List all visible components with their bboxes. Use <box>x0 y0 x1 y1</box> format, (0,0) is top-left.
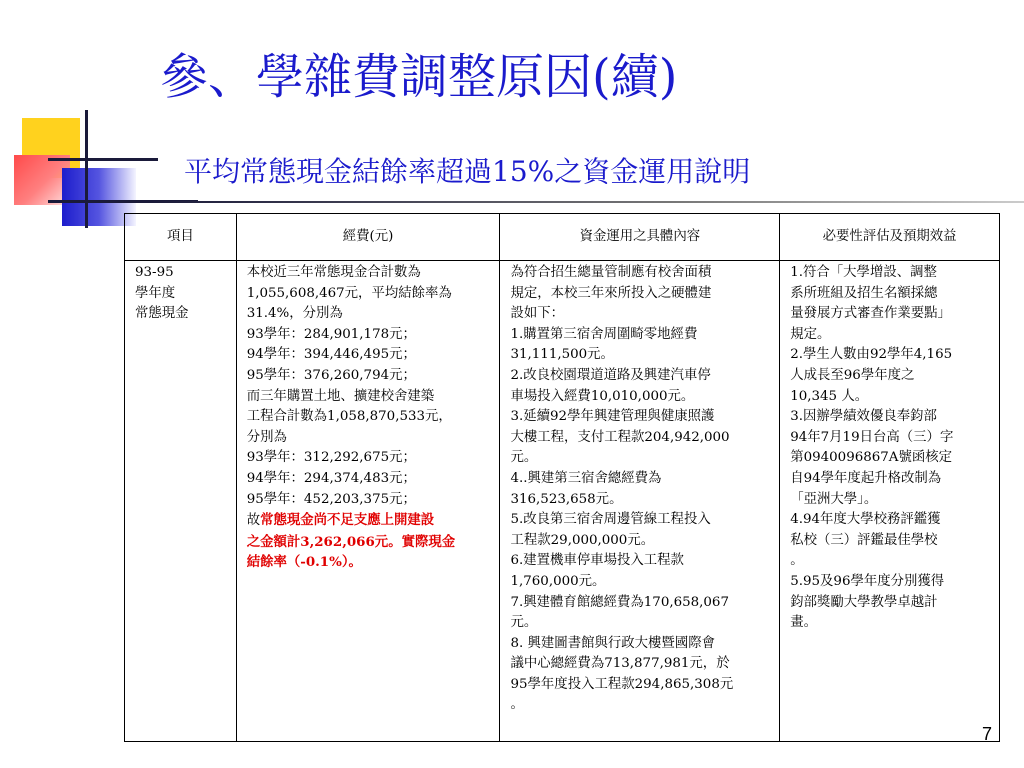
title-divider-line <box>150 201 1024 203</box>
slide-title: 參、學雜費調整原因(續) <box>160 49 678 105</box>
cell-item <box>125 261 237 742</box>
usage-text-line: 元。 <box>510 615 538 631</box>
benefits-text-line: 5.95及96學年度分別獲得 <box>790 573 945 589</box>
slide-subtitle: 平均常態現金結餘率超過15%之資金運用說明 <box>184 155 751 188</box>
conclusion-line-2: 之金額計3,262,066元。實際現金 <box>246 533 456 550</box>
funding-text-line: 工程合計數為1,058,870,533元， <box>246 409 452 425</box>
cell-funding <box>236 261 500 742</box>
header-item: 項目 <box>125 214 237 261</box>
benefits-text-line: 畫。 <box>790 615 817 631</box>
benefits-text-line: 「亞洲大學」。 <box>790 491 878 507</box>
usage-text-line: 3.延續92學年興建管理與健康照護 <box>510 409 715 425</box>
usage-text-line: 316,523,658元。 <box>510 491 623 507</box>
conclusion-line-3: 結餘率（-0.1%）。 <box>246 554 362 571</box>
benefits-text-line: 1.符合「大學增設、調整 <box>790 265 937 280</box>
benefits-text-line: 4.94年度大學校務評鑑獲 <box>790 512 941 528</box>
funding-text-line: 93學年：284,901,178元； <box>246 326 416 342</box>
benefits-text-line: 2.學生人數由92學年4,165 <box>790 347 953 363</box>
funding-text-line: 94學年：394,446,495元； <box>246 347 416 363</box>
conclusion-prefix: 故 <box>246 513 261 529</box>
table-header-row <box>125 214 1000 261</box>
usage-text-line: 7.興建體育館總經費為170,658,067 <box>510 594 729 610</box>
benefits-text-line: 私校（三）評鑑最佳學校 <box>790 532 938 548</box>
funding-text-line: 93學年：312,292,675元； <box>246 450 416 466</box>
usage-text-line: 。 <box>510 697 524 713</box>
funding-text-line: 而三年購置土地、擴建校舍建築 <box>246 388 435 404</box>
usage-text-line: 2.改良校園環道道路及興建汽車停 <box>510 367 711 383</box>
usage-text-line: 8. 興建圖書館與行政大樓暨國際會 <box>510 635 715 651</box>
usage-text-line: 31,111,500元。 <box>510 347 614 363</box>
funding-text-line: 本校近三年常態現金合計數為 <box>246 265 421 280</box>
usage-text-line: 議中心總經費為713,877,981元，於 <box>510 656 730 672</box>
benefits-text-line: 人成長至96學年度之 <box>790 367 915 383</box>
benefits-text-line: 94年7月19日台高（三）字 <box>790 429 954 445</box>
benefits-text-line: 規定。 <box>790 326 831 342</box>
funding-table <box>124 213 1000 742</box>
usage-text-line: 5.改良第三宿舍周邊管線工程投入 <box>510 512 711 528</box>
usage-text-line: 1.購置第三宿舍周圍畸零地經費 <box>510 326 698 342</box>
funding-text-line: 94學年：294,374,483元； <box>246 470 416 486</box>
cell-benefits <box>780 261 1000 742</box>
benefits-text-line: 系所班組及招生名額採總 <box>790 285 938 301</box>
usage-text-line: 大樓工程，支付工程款204,942,000 <box>510 429 730 445</box>
usage-text-line: 規定，本校三年來所投入之硬體建 <box>510 285 712 301</box>
benefits-text-line: 第0940096867A號函核定 <box>790 450 953 466</box>
item-text-line: 常態現金 <box>135 306 189 322</box>
usage-text-line: 設如下： <box>510 306 565 322</box>
benefits-text-line: 量發展方式審查作業要點」 <box>790 306 951 322</box>
table-row <box>125 261 1000 742</box>
conclusion-red-text: 常態現金尚不足支應上開建設 <box>260 512 435 529</box>
usage-text-line: 1,760,000元。 <box>510 573 606 589</box>
cell-usage <box>500 261 780 742</box>
logo-horizontal-line-top <box>48 158 158 161</box>
funding-text-line: 31.4%，分別為 <box>246 306 343 322</box>
header-benefits: 必要性評估及預期效益 <box>780 214 1000 261</box>
funding-text-line: 95學年：376,260,794元； <box>246 367 416 383</box>
benefits-text-line: 鈞部獎勵大學教學卓越計 <box>790 594 938 610</box>
item-text-line: 93-95 <box>135 265 174 280</box>
header-usage: 資金運用之具體內容 <box>500 214 780 261</box>
usage-text-line: 元。 <box>510 450 538 466</box>
usage-text-line: 4..興建第三宿舍總經費為 <box>510 470 662 486</box>
funding-text-line: 1,055,608,467元，平均結餘率為 <box>246 285 452 301</box>
item-text-line: 學年度 <box>135 285 176 301</box>
header-funding: 經費(元) <box>236 214 500 261</box>
benefits-text-line: 10,345 人。 <box>790 388 869 404</box>
benefits-text-line: 。 <box>790 553 804 569</box>
funding-text-line: 分別為 <box>246 429 287 445</box>
page-number: 7 <box>981 724 992 744</box>
logo-vertical-line <box>85 110 88 228</box>
usage-text-line: 為符合招生總量管制應有校舍面積 <box>510 265 712 280</box>
funding-conclusion-line <box>247 510 494 532</box>
benefits-text-line: 3.因辦學績效優良奉鈞部 <box>790 409 937 425</box>
usage-text-line: 工程款29,000,000元。 <box>510 532 655 548</box>
benefits-text-line: 自94學年度起升格改制為 <box>790 470 942 486</box>
usage-text-line: 6.建置機車停車場投入工程款 <box>510 553 684 569</box>
funding-text-line: 95學年：452,203,375元； <box>246 491 416 507</box>
usage-text-line: 95學年度投入工程款294,865,308元 <box>510 676 734 692</box>
usage-text-line: 車場投入經費10,010,000元。 <box>510 388 695 404</box>
